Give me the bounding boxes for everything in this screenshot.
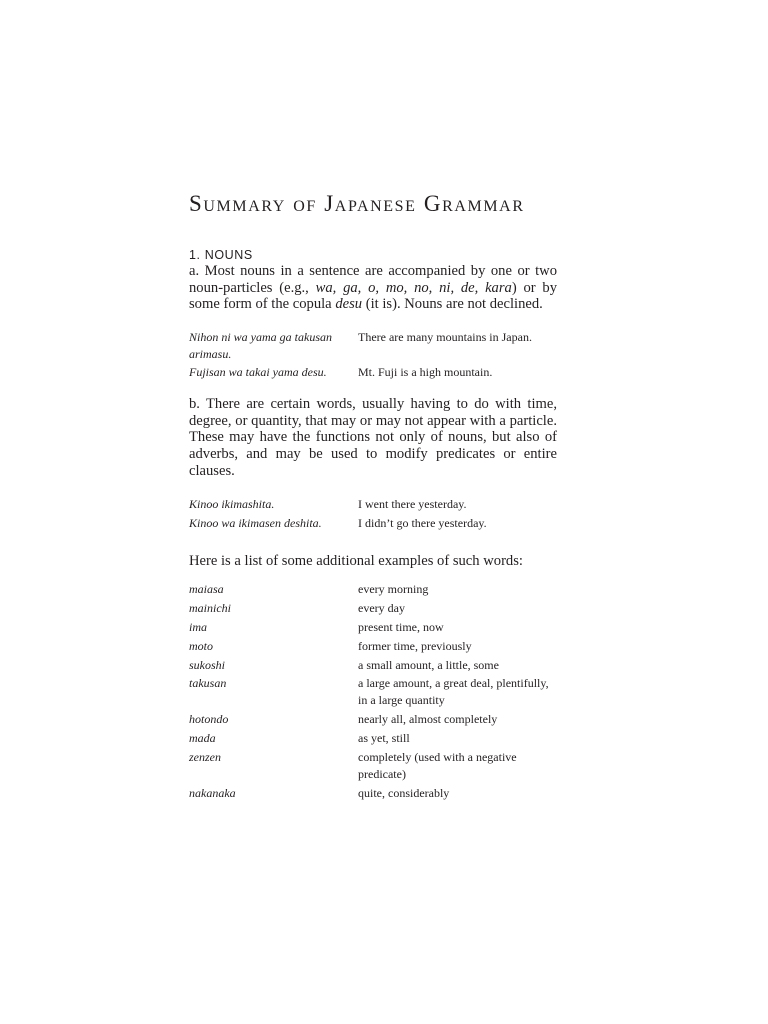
word-japanese: moto: [189, 638, 213, 653]
paragraph-a: [189, 263, 557, 313]
examples-a: [189, 329, 557, 382]
example-english: There are many mountains in Japan.: [358, 329, 532, 344]
examples-b: [189, 496, 557, 532]
word-japanese: maiasa: [189, 582, 224, 597]
word-japanese: ima: [189, 619, 207, 634]
example-english: I didn’t go there yesterday.: [358, 515, 487, 530]
word-english: completely (used with a negative predicate): [358, 749, 517, 781]
paragraph-a-text-2: ) or by some form of the copula: [189, 279, 557, 313]
example-japanese: Nihon ni wa yama ga takusan arimasu.: [189, 329, 332, 361]
word-list: [189, 581, 557, 801]
word-row: [189, 619, 557, 636]
word-english: nearly all, almost completely: [358, 712, 498, 727]
word-english: present time, now: [358, 619, 444, 634]
example-japanese: Kinoo wa ikimasen deshita.: [189, 515, 322, 530]
word-row: [189, 675, 557, 709]
word-row: [189, 638, 557, 655]
paragraph-b: b. There are certain words, usually having to do with time, degree, or quantity, that may or may not appear with a particle. These may have the functions not only of nouns, but also of adverbs, and may be used to modify predicates or entire clauses.: [189, 396, 557, 479]
word-japanese: zenzen: [189, 749, 221, 764]
word-row: [189, 600, 557, 617]
word-row: [189, 730, 557, 747]
word-japanese: hotondo: [189, 712, 229, 727]
example-row: [189, 515, 557, 532]
word-japanese: takusan: [189, 676, 227, 691]
word-row: [189, 711, 557, 728]
copula-word: desu: [335, 296, 363, 313]
page-title: Summary of Japanese Grammar: [189, 191, 525, 216]
section-heading: 1. NOUNS: [189, 248, 253, 262]
example-japanese: Fujisan wa takai yama desu.: [189, 365, 327, 380]
word-japanese: mada: [189, 730, 216, 745]
paragraph-a-text-1: a. Most nouns in a sentence are accompanied by one or two noun-particles (e.g.,: [189, 263, 557, 296]
example-row: [189, 496, 557, 513]
paragraph-a-text-3: (it is). Nouns are not declined.: [362, 296, 543, 313]
word-row: [189, 785, 557, 802]
example-english: Mt. Fuji is a high mountain.: [358, 365, 493, 380]
word-row: [189, 749, 557, 783]
word-japanese: mainichi: [189, 601, 231, 616]
word-english: every morning: [358, 582, 429, 597]
example-japanese: Kinoo ikimashita.: [189, 497, 275, 512]
word-english: every day: [358, 601, 405, 616]
word-english: a large amount, a great deal, plentifully, in a large quantity: [358, 676, 549, 708]
example-row: [189, 364, 557, 381]
word-english: quite, considerably: [358, 785, 450, 800]
word-row: [189, 657, 557, 674]
word-english: former time, previously: [358, 638, 472, 653]
page-content: [189, 190, 557, 802]
word-english: a small amount, a little, some: [358, 657, 499, 672]
word-english: as yet, still: [358, 730, 410, 745]
word-row: [189, 581, 557, 598]
list-intro: Here is a list of some additional examples of such words:: [189, 552, 523, 569]
particle-list: wa, ga, o, mo, no, ni, de, kara: [315, 279, 512, 296]
word-japanese: nakanaka: [189, 785, 236, 800]
word-japanese: sukoshi: [189, 657, 225, 672]
example-row: [189, 329, 557, 363]
example-english: I went there yesterday.: [358, 497, 467, 512]
